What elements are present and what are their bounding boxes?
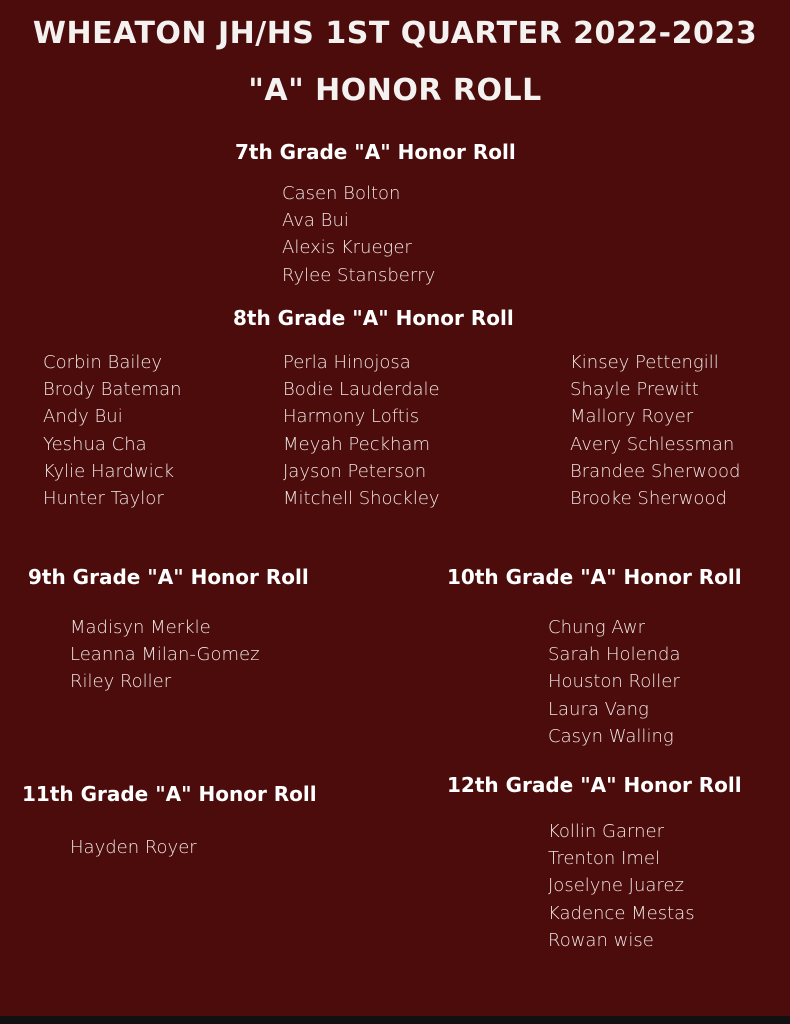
list-item: Houston Roller [548, 671, 680, 693]
list-item: Kadence Mestas [548, 902, 695, 924]
grade-11-list [70, 834, 197, 861]
grade-10-heading: 10th Grade "A" Honor Roll [447, 565, 742, 589]
list-item: Sarah Holenda [548, 644, 681, 666]
list-item: Avery Schlessman [570, 433, 735, 455]
grade-8-list-column-3 [570, 349, 740, 512]
list-item: Leanna Milan-Gomez [70, 644, 260, 666]
grade-8-list-column-2 [283, 349, 440, 512]
grade-12-list [548, 818, 695, 954]
list-item: Mallory Royer [570, 406, 694, 428]
poster-title-line-2: "A" HONOR ROLL [248, 73, 542, 108]
list-item: Kylie Hardwick [43, 460, 175, 482]
list-item: Bodie Lauderdale [283, 379, 440, 401]
list-item: Corbin Bailey [43, 352, 163, 373]
grade-9-list [70, 614, 260, 696]
list-item: Casen Bolton [282, 183, 401, 204]
list-item: Perla Hinojosa [283, 352, 411, 373]
list-item: Yeshua Cha [43, 433, 147, 455]
list-item: Meyah Peckham [283, 433, 430, 455]
list-item: Laura Vang [548, 698, 649, 720]
poster-title-line-1: WHEATON JH/HS 1ST QUARTER 2022-2023 [32, 16, 758, 51]
list-item: Riley Roller [70, 671, 172, 693]
list-item: Brooke Sherwood [570, 488, 727, 510]
list-item: Kollin Garner [548, 821, 664, 842]
bottom-edge [0, 1016, 790, 1024]
grade-8-heading: 8th Grade "A" Honor Roll [233, 306, 514, 330]
grade-11-heading: 11th Grade "A" Honor Roll [22, 782, 317, 806]
list-item: Shayle Prewitt [570, 379, 699, 401]
list-item: Joselyne Juarez [548, 875, 684, 897]
grade-9-heading: 9th Grade "A" Honor Roll [28, 565, 309, 589]
list-item: Hunter Taylor [43, 488, 164, 510]
list-item: Andy Bui [43, 406, 123, 428]
grade-12-heading: 12th Grade "A" Honor Roll [447, 773, 742, 797]
list-item: Harmony Loftis [283, 406, 420, 428]
list-item: Rowan wise [548, 929, 654, 951]
list-item: Alexis Krueger [282, 237, 412, 259]
list-item: Chung Awr [548, 617, 646, 638]
list-item: Jayson Peterson [283, 460, 427, 482]
list-item: Madisyn Merkle [70, 617, 211, 638]
list-item: Kinsey Pettengill [570, 352, 719, 373]
list-item: Hayden Royer [70, 837, 197, 858]
list-item: Rylee Stansberry [282, 264, 436, 286]
list-item: Casyn Walling [548, 725, 674, 747]
list-item: Mitchell Shockley [283, 488, 440, 510]
list-item: Brandee Sherwood [570, 460, 741, 482]
list-item: Ava Bui [282, 210, 349, 232]
grade-7-list [282, 180, 435, 289]
grade-8-list-column-1 [43, 349, 182, 512]
list-item: Brody Bateman [43, 379, 182, 401]
grade-10-list [548, 614, 681, 750]
list-item: Trenton Imel [548, 848, 660, 870]
grade-7-heading: 7th Grade "A" Honor Roll [235, 140, 516, 164]
